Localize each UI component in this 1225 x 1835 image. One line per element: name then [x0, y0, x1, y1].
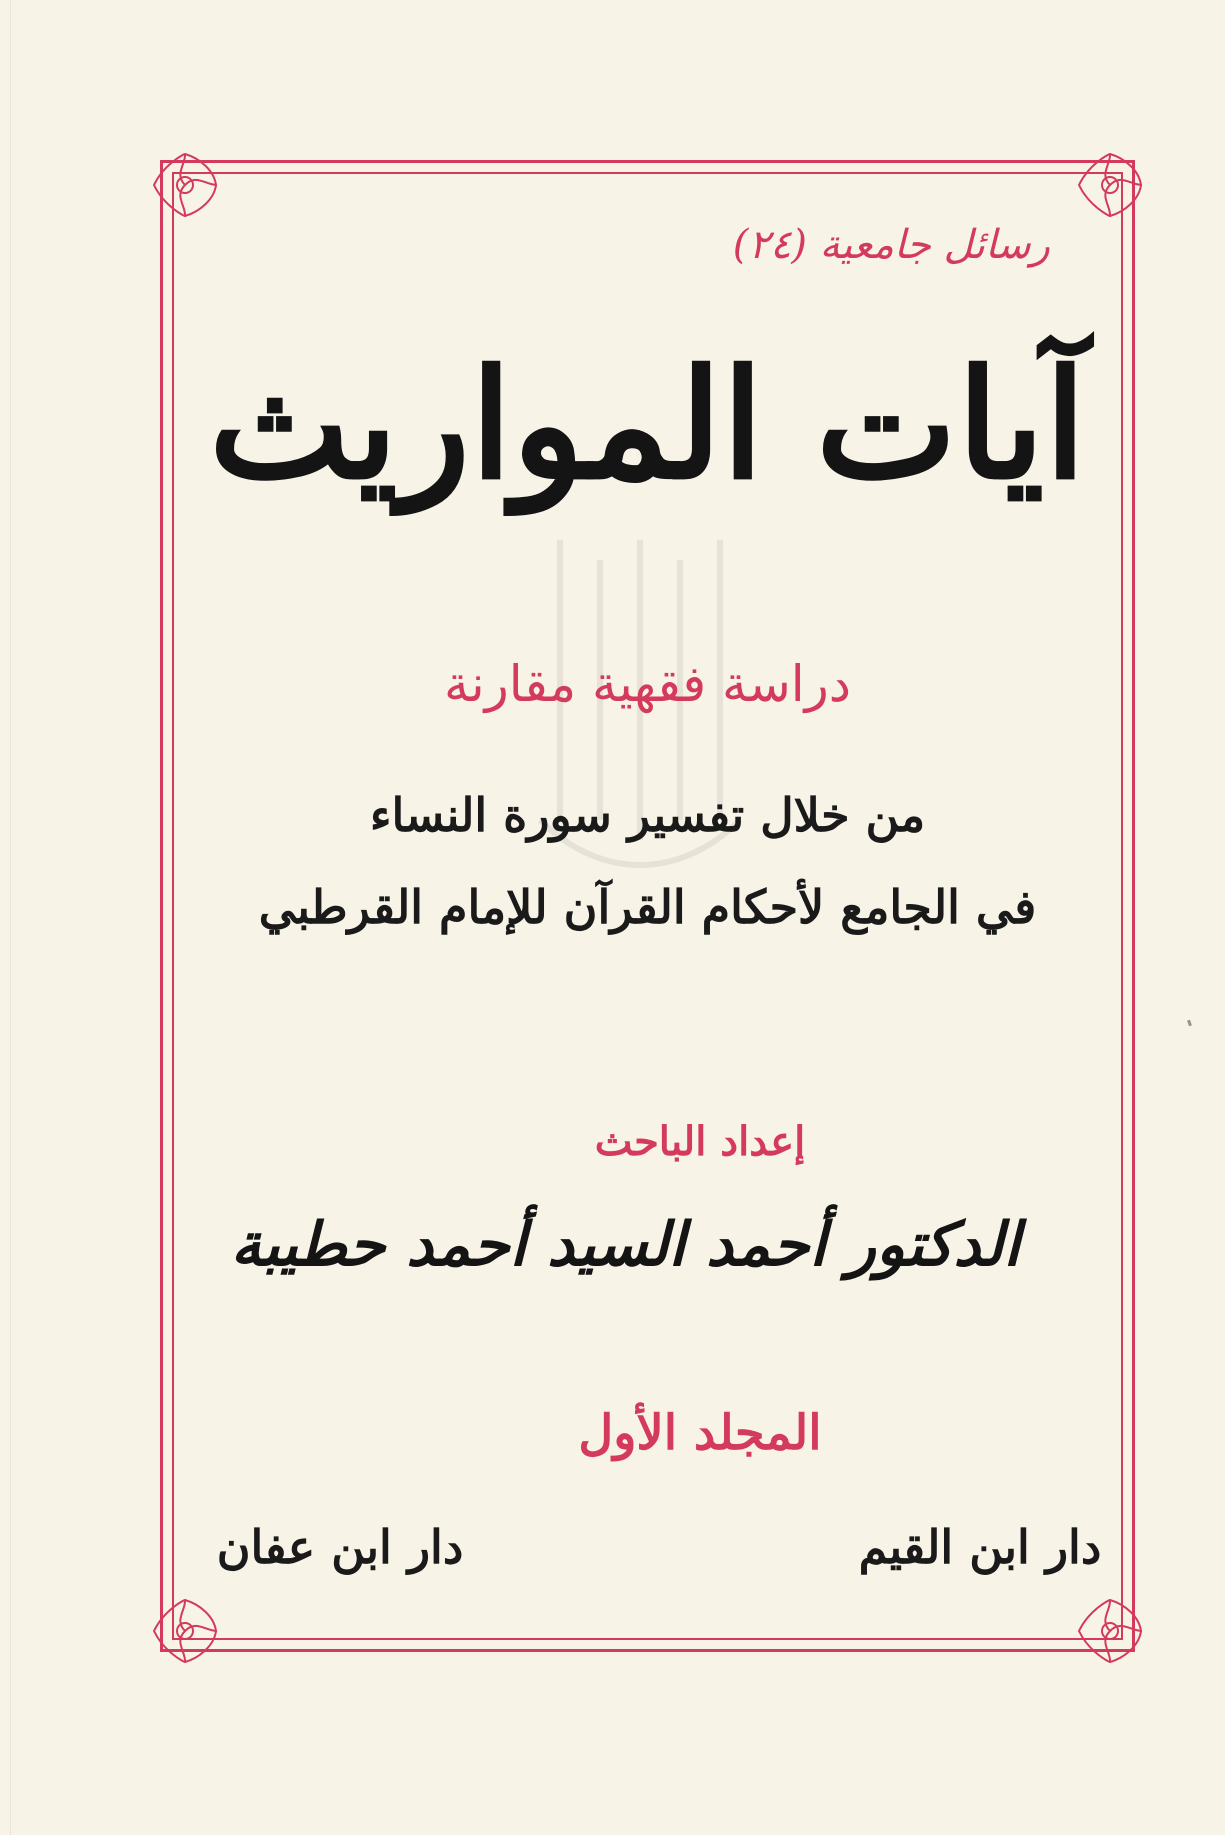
floral-corner-ornament-icon	[144, 144, 226, 226]
paper-speck	[1187, 1020, 1192, 1027]
book-title: آيات المواريث	[208, 337, 1087, 513]
description-line-1: من خلال تفسير سورة النساء	[369, 788, 926, 842]
floral-corner-ornament-icon	[1069, 144, 1151, 226]
description-line-2: في الجامع لأحكام القرآن للإمام القرطبي	[258, 880, 1037, 934]
page-edge	[0, 0, 11, 1835]
publisher-left: دار ابن عفان	[216, 1520, 464, 1574]
floral-corner-ornament-icon	[144, 1590, 226, 1672]
prepared-by-label: إعداد الباحث	[594, 1118, 806, 1165]
book-subtitle: دراسة فقهية مقارنة	[443, 655, 852, 713]
author-name: الدكتور أحمد السيد أحمد حطيبة	[230, 1210, 1020, 1280]
volume-label: المجلد الأول	[578, 1405, 822, 1461]
series-label: رسائل جامعية (٢٤)	[732, 222, 1050, 268]
publisher-right: دار ابن القيم	[858, 1520, 1102, 1574]
floral-corner-ornament-icon	[1069, 1590, 1151, 1672]
